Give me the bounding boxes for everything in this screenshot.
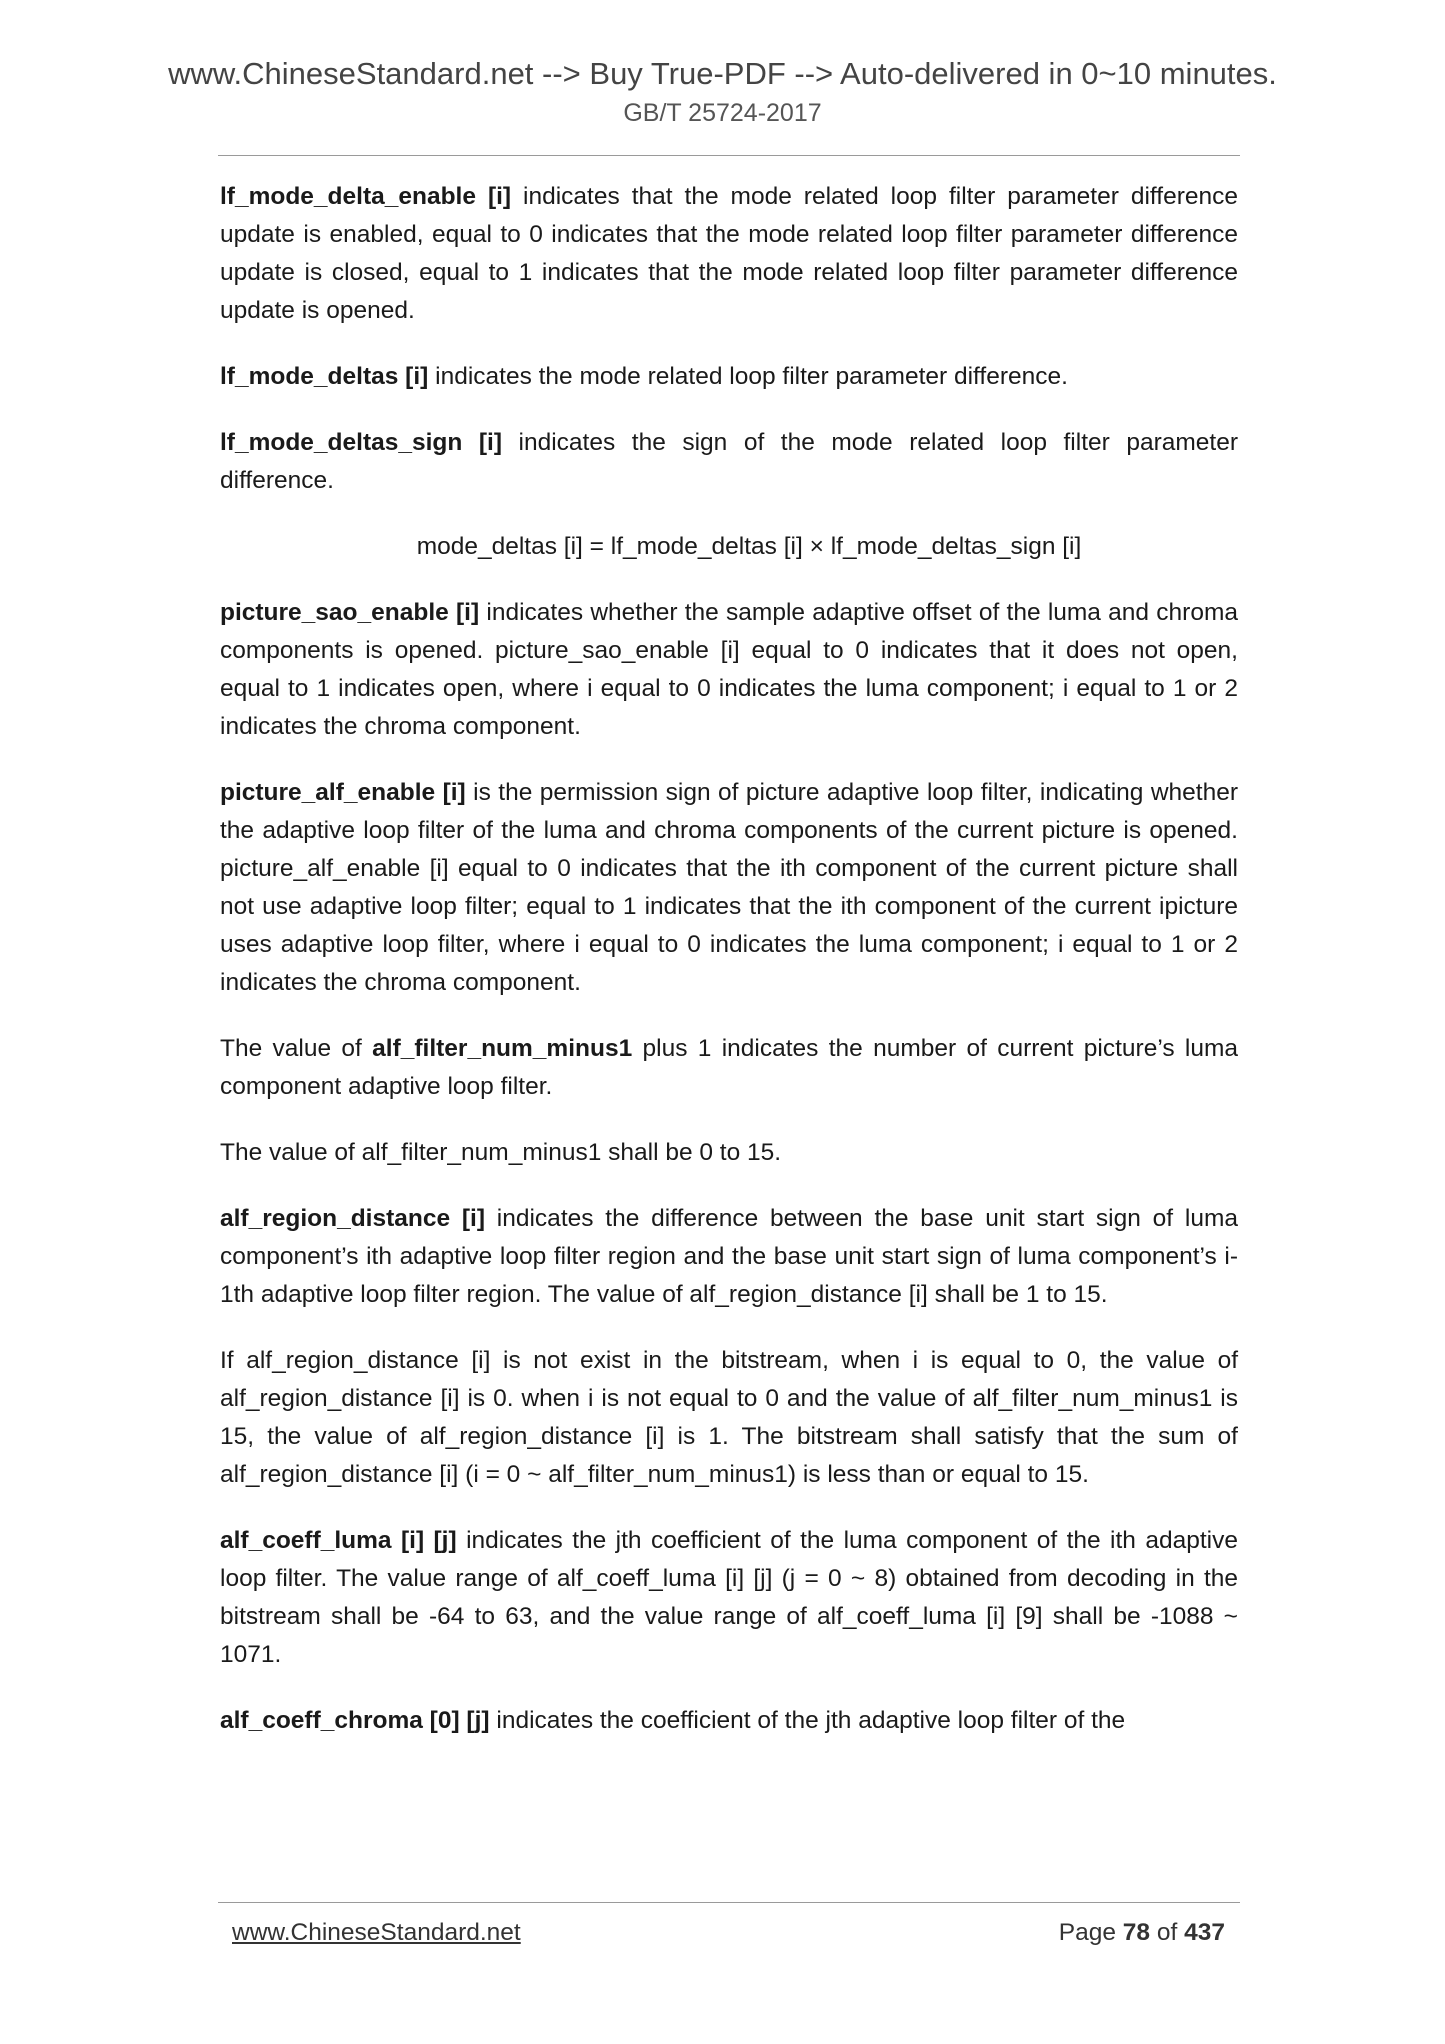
term: picture_alf_enable [i] bbox=[220, 779, 466, 806]
definition-picture-alf-enable bbox=[220, 774, 1238, 1002]
current-page-number: 78 bbox=[1122, 1919, 1151, 1946]
term: lf_mode_deltas_sign [i] bbox=[220, 429, 503, 456]
term: lf_mode_delta_enable [i] bbox=[220, 183, 512, 210]
definition-lf-mode-delta-enable bbox=[220, 178, 1238, 330]
page-number-indicator bbox=[1059, 1919, 1225, 1947]
header-divider bbox=[218, 155, 1240, 156]
alf-region-distance-rules: If alf_region_distance [i] is not exist in the bitstream, when i is equal to 0, the value of alf_region_distance [i] is 0. when i is not equal to 0 and the value of alf_filter_num_minus1 is 15, the value of alf_region_distance [i] is 1. The bitstream shall satisfy that the sum of alf_region_distance [i] (i = 0 ~ alf_filter_num_minus1) is less than or equal to 15. bbox=[220, 1347, 1238, 1488]
of-label: of bbox=[1150, 1919, 1185, 1946]
term: picture_sao_enable [i] bbox=[220, 599, 480, 626]
definition-alf-coeff-luma bbox=[220, 1522, 1238, 1674]
term: alf_filter_num_minus1 bbox=[372, 1035, 633, 1062]
footer-divider bbox=[218, 1902, 1240, 1903]
definition-text: indicates the mode related loop filter parameter difference. bbox=[428, 363, 1068, 390]
definition-picture-sao-enable bbox=[220, 594, 1238, 746]
definition-text: indicates the coefficient of the jth adaptive loop filter of the bbox=[489, 1707, 1126, 1734]
formula-mode-deltas: mode_deltas [i] = lf_mode_deltas [i] × lf_mode_deltas_sign [i] bbox=[416, 533, 1082, 560]
definition-text: indicates the sign of the mode related loop filter parameter difference. bbox=[220, 429, 1238, 494]
page-label: Page bbox=[1058, 1919, 1123, 1946]
definition-text: plus 1 indicates the number of current picture’s luma component adaptive loop filter. bbox=[220, 1035, 1238, 1100]
definition-alf-region-distance bbox=[220, 1200, 1238, 1314]
term: alf_coeff_luma [i] [j] bbox=[220, 1527, 457, 1554]
footer-website-link[interactable]: www.ChineseStandard.net bbox=[232, 1919, 521, 1946]
definition-text: indicates the jth coefficient of the luma component of the ith adaptive loop filter. The value range of alf_coeff_luma [i] [j] (j = 0 ~ 8) obtained from decoding in the bitstream shall be -64 to 63, and the value range of alf_coeff_luma [i] [9] shall be -1088 ~ 1071. bbox=[220, 1527, 1238, 1668]
document-body bbox=[220, 178, 1238, 1768]
page-header bbox=[0, 56, 1445, 128]
definition-text: is the permission sign of picture adaptive loop filter, indicating whether the adaptive loop filter of the luma and chroma components of the current picture is opened. picture_alf_enable [i] equal to 0 indicates that the ith component of the current picture shall not use adaptive loop filter; equal to 1 indicates that the ith component of the current ipicture uses adaptive loop filter, where i equal to 0 indicates the luma component; i equal to 1 or 2 indicates the chroma component. bbox=[220, 779, 1238, 996]
definition-text: indicates whether the sample adaptive offset of the luma and chroma components is opened. picture_sao_enable [i] equal to 0 indicates that it does not open, equal to 1 indicates open, where i equal to 0 indicates the luma component; i equal to 1 or 2 indicates the chroma component. bbox=[220, 599, 1238, 740]
standard-number: GB/T 25724-2017 bbox=[623, 99, 822, 127]
definition-alf-filter-num-minus1 bbox=[220, 1030, 1238, 1106]
definition-text: indicates that the mode related loop filter parameter difference update is enabled, equal to 0 indicates that the mode related loop filter parameter difference update is closed, equal to 1 indicates that the mode related loop filter parameter difference update is opened. bbox=[220, 183, 1238, 324]
definition-text: indicates the difference between the base unit start sign of luma component’s ith adaptive loop filter region and the base unit start sign of luma component’s i-1th adaptive loop filter region. The value of alf_region_distance [i] shall be 1 to 15. bbox=[220, 1205, 1238, 1308]
definition-alf-coeff-chroma bbox=[220, 1702, 1238, 1740]
definition-lf-mode-deltas-sign bbox=[220, 424, 1238, 500]
header-banner: www.ChineseStandard.net --> Buy True-PDF --> Auto-delivered in 0~10 minutes. bbox=[168, 56, 1277, 91]
term: alf_region_distance [i] bbox=[220, 1205, 486, 1232]
term: lf_mode_deltas [i] bbox=[220, 363, 429, 390]
term: alf_coeff_chroma [0] [j] bbox=[220, 1707, 490, 1734]
definition-lf-mode-deltas bbox=[220, 358, 1238, 396]
prefix-text: The value of bbox=[220, 1035, 373, 1062]
alf-filter-num-range: The value of alf_filter_num_minus1 shall be 0 to 15. bbox=[220, 1139, 782, 1166]
total-pages: 437 bbox=[1184, 1919, 1225, 1946]
